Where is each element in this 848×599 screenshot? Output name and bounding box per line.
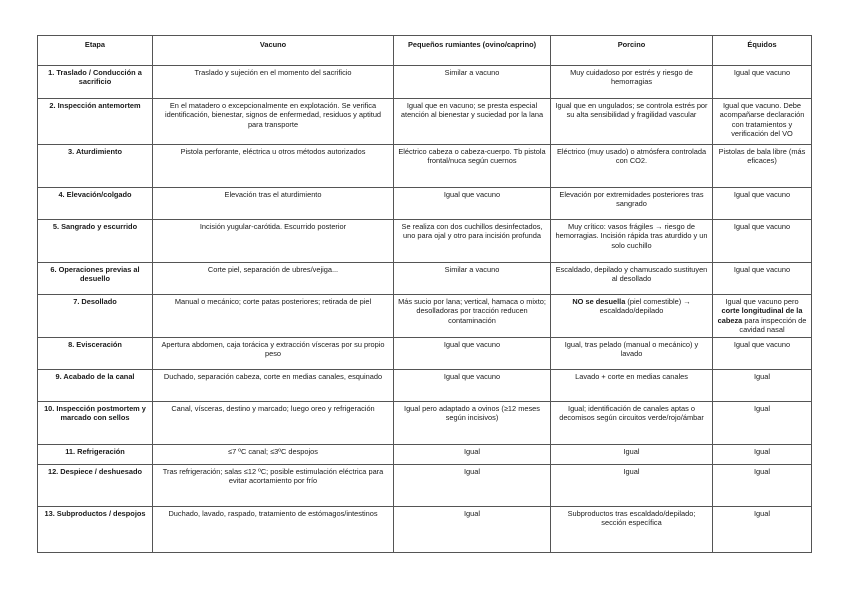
cell-rumiantes: Se realiza con dos cuchillos desinfectados, uno para ojal y otro para incisión profunda [394,220,551,263]
cell-porcino: Igual; identificación de canales aptas o decomisos según circuitos verde/rojo/ámbar [551,402,713,445]
cell-rumiantes: Igual que en vacuno; se presta especial atención al bienestar y suciedad por la lana [394,99,551,145]
table-row [38,338,812,370]
table-row [38,465,812,507]
cell-etapa: 9. Acabado de la canal [38,370,153,402]
cell-equidos: Igual [713,445,812,465]
cell-vacuno: Elevación tras el aturdimiento [153,188,394,220]
cell-porcino: Subproductos tras escaldado/depilado; sección específica [551,507,713,553]
table-row [38,402,812,445]
cell-porcino: Lavado + corte en medias canales [551,370,713,402]
cell-rumiantes: Similar a vacuno [394,263,551,295]
cell-equidos: Igual que vacuno [713,220,812,263]
cell-vacuno: Pistola perforante, eléctrica u otros métodos autorizados [153,145,394,188]
cell-etapa: 7. Desollado [38,295,153,338]
cell-rumiantes: Igual que vacuno [394,338,551,370]
cell-porcino: Eléctrico (muy usado) o atmósfera controlada con CO2. [551,145,713,188]
cell-vacuno: En el matadero o excepcionalmente en explotación. Se verifica identificación, bienestar, signos de enfermedad, residuos y aptitud para transporte [153,99,394,145]
table-row [38,263,812,295]
header-porcino: Porcino [551,36,713,66]
cell-vacuno: Traslado y sujeción en el momento del sacrificio [153,66,394,99]
cell-vacuno: Incisión yugular-carótida. Escurrido posterior [153,220,394,263]
cell-text: Igual que vacuno pero [725,297,799,306]
cell-etapa: 3. Aturdimiento [38,145,153,188]
header-etapa: Etapa [38,36,153,66]
cell-porcino: Igual, tras pelado (manual o mecánico) y lavado [551,338,713,370]
document-page [37,35,811,553]
cell-vacuno: ≤7 ºC canal; ≤3ºC despojos [153,445,394,465]
table-row [38,145,812,188]
cell-porcino: Igual [551,465,713,507]
cell-etapa: 5. Sangrado y escurrido [38,220,153,263]
cell-rumiantes: Más sucio por lana; vertical, hamaca o mixto; desolladoras por tracción reducen contaminación [394,295,551,338]
cell-porcino: Igual [551,445,713,465]
cell-equidos: Igual que vacuno [713,263,812,295]
bold-text: NO se desuella [572,297,626,306]
cell-vacuno: Tras refrigeración; salas ≤12 ºC; posible estimulación eléctrica para evitar acortamiento por frío [153,465,394,507]
cell-equidos: Igual que vacuno [713,188,812,220]
cell-rumiantes: Eléctrico cabeza o cabeza-cuerpo. Tb pistola frontal/nuca según cuernos [394,145,551,188]
cell-text: (piel comestible) → escaldado/depilado [599,297,691,316]
cell-etapa: 2. Inspección antemortem [38,99,153,145]
cell-rumiantes: Similar a vacuno [394,66,551,99]
table-row [38,188,812,220]
cell-etapa: 12. Despiece / deshuesado [38,465,153,507]
cell-equidos [713,295,812,338]
cell-equidos: Igual [713,370,812,402]
cell-vacuno: Duchado, lavado, raspado, tratamiento de estómagos/intestinos [153,507,394,553]
cell-equidos: Igual [713,507,812,553]
header-vacuno: Vacuno [153,36,394,66]
cell-etapa: 4. Elevación/colgado [38,188,153,220]
header-equidos: Équidos [713,36,812,66]
cell-rumiantes: Igual [394,445,551,465]
table-row [38,99,812,145]
cell-porcino: Escaldado, depilado y chamuscado sustituyen al desollado [551,263,713,295]
cell-equidos: Igual [713,402,812,445]
cell-etapa: 11. Refrigeración [38,445,153,465]
table-row [38,370,812,402]
table-row [38,295,812,338]
cell-vacuno: Apertura abdomen, caja torácica y extracción vísceras por su propio peso [153,338,394,370]
header-row [38,36,812,66]
header-rumiantes: Pequeños rumiantes (ovino/caprino) [394,36,551,66]
cell-equidos: Igual que vacuno [713,338,812,370]
cell-rumiantes: Igual pero adaptado a ovinos (≥12 meses según incisivos) [394,402,551,445]
cell-vacuno: Corte piel, separación de ubres/vejiga... [153,263,394,295]
comparison-table [37,35,812,553]
cell-etapa: 1. Traslado / Conducción a sacrificio [38,66,153,99]
cell-equidos: Pistolas de bala libre (más eficaces) [713,145,812,188]
cell-text: para inspección de cavidad nasal [739,315,807,334]
table-row [38,507,812,553]
cell-etapa: 8. Evisceración [38,338,153,370]
table-row [38,66,812,99]
cell-equidos: Igual que vacuno. Debe acompañarse declaración con tratamientos y verificación del VO [713,99,812,145]
cell-porcino: Elevación por extremidades posteriores tras sangrado [551,188,713,220]
cell-rumiantes: Igual [394,465,551,507]
cell-etapa: 6. Operaciones previas al desuello [38,263,153,295]
cell-porcino [551,295,713,338]
cell-vacuno: Manual o mecánico; corte patas posteriores; retirada de piel [153,295,394,338]
cell-porcino: Muy crítico: vasos frágiles → riesgo de hemorragias. Incisión rápida tras aturdido y un solo cuchillo [551,220,713,263]
cell-rumiantes: Igual [394,507,551,553]
cell-rumiantes: Igual que vacuno [394,370,551,402]
table-row [38,445,812,465]
bold-text: corte longitudinal de la cabeza [717,306,803,325]
cell-equidos: Igual [713,465,812,507]
cell-equidos: Igual que vacuno [713,66,812,99]
cell-porcino: Muy cuidadoso por estrés y riesgo de hemorragias [551,66,713,99]
cell-porcino: Igual que en ungulados; se controla estrés por su alta sensibilidad y fragilidad vascular [551,99,713,145]
cell-vacuno: Canal, vísceras, destino y marcado; luego oreo y refrigeración [153,402,394,445]
cell-etapa: 10. Inspección postmortem y marcado con sellos [38,402,153,445]
cell-rumiantes: Igual que vacuno [394,188,551,220]
table-row [38,220,812,263]
cell-vacuno: Duchado, separación cabeza, corte en medias canales, esquinado [153,370,394,402]
cell-etapa: 13. Subproductos / despojos [38,507,153,553]
